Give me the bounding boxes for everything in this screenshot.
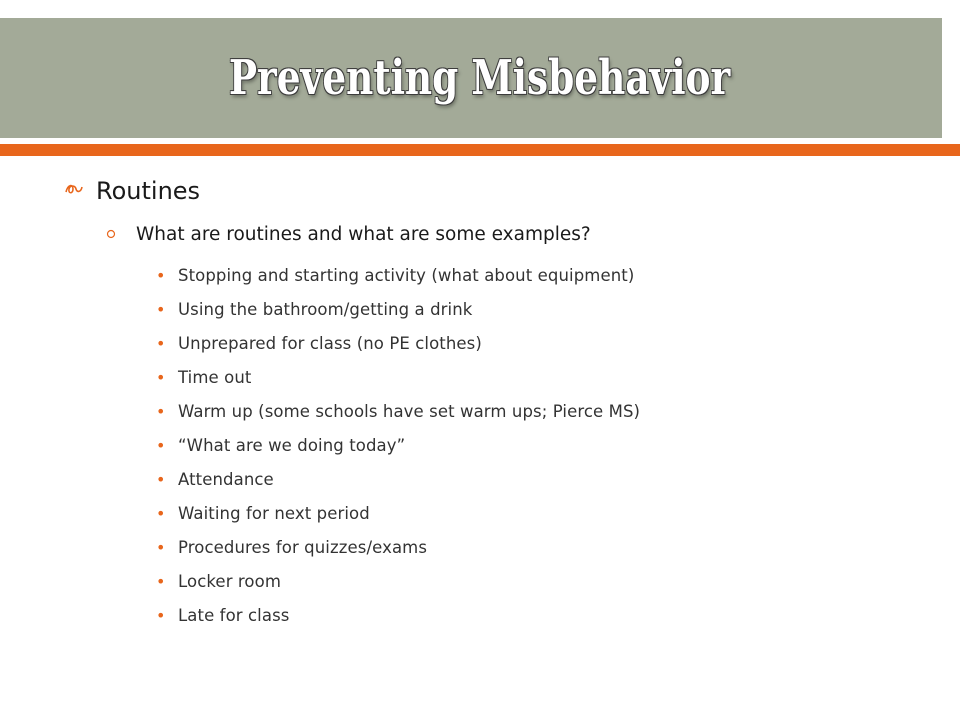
list-item-text: Time out <box>178 367 252 387</box>
dot-bullet-icon: • <box>156 605 166 625</box>
dot-bullet-icon: • <box>156 265 166 285</box>
list-item-text: Waiting for next period <box>178 503 370 523</box>
list-item-text: Procedures for quizzes/exams <box>178 537 428 557</box>
list-item <box>156 530 640 564</box>
dot-bullet-icon: • <box>156 537 166 557</box>
list-item-text: Late for class <box>178 605 290 625</box>
bullet-level1 <box>64 177 200 205</box>
dot-bullet-icon: • <box>156 333 166 353</box>
list-item-text: “What are we doing today” <box>178 435 406 455</box>
list-item <box>156 394 640 428</box>
bullet-level2-text: What are routines and what are some examples? <box>136 224 591 245</box>
dot-bullet-icon: • <box>156 469 166 489</box>
dot-bullet-icon: • <box>156 435 166 455</box>
dot-bullet-icon: • <box>156 401 166 421</box>
list-item <box>156 326 640 360</box>
list-item <box>156 496 640 530</box>
list-item-text: Using the bathroom/getting a drink <box>178 299 473 319</box>
list-item <box>156 360 640 394</box>
dot-bullet-icon: • <box>156 367 166 387</box>
slide-title: Preventing Misbehavior <box>228 50 731 106</box>
list-item-text: Warm up (some schools have set warm ups; Pierce MS) <box>178 401 641 421</box>
circle-bullet-icon <box>106 228 122 242</box>
list-item <box>156 292 640 326</box>
list-item <box>156 428 640 462</box>
dot-bullet-icon: • <box>156 503 166 523</box>
list-item-text: Locker room <box>178 571 282 591</box>
list-item-text: Attendance <box>178 469 274 489</box>
list-item-text: Unprepared for class (no PE clothes) <box>178 333 482 353</box>
dot-bullet-icon: • <box>156 571 166 591</box>
list-item <box>156 258 640 292</box>
list-item <box>156 598 640 632</box>
list-item <box>156 564 640 598</box>
routine-examples-list <box>156 258 640 632</box>
bullet-level1-text: Routines <box>96 177 201 205</box>
list-item-text: Stopping and starting activity (what about equipment) <box>178 265 635 285</box>
dot-bullet-icon: • <box>156 299 166 319</box>
bullet-level2 <box>106 224 591 245</box>
list-item <box>156 462 640 496</box>
curly-bullet-icon <box>64 182 88 200</box>
